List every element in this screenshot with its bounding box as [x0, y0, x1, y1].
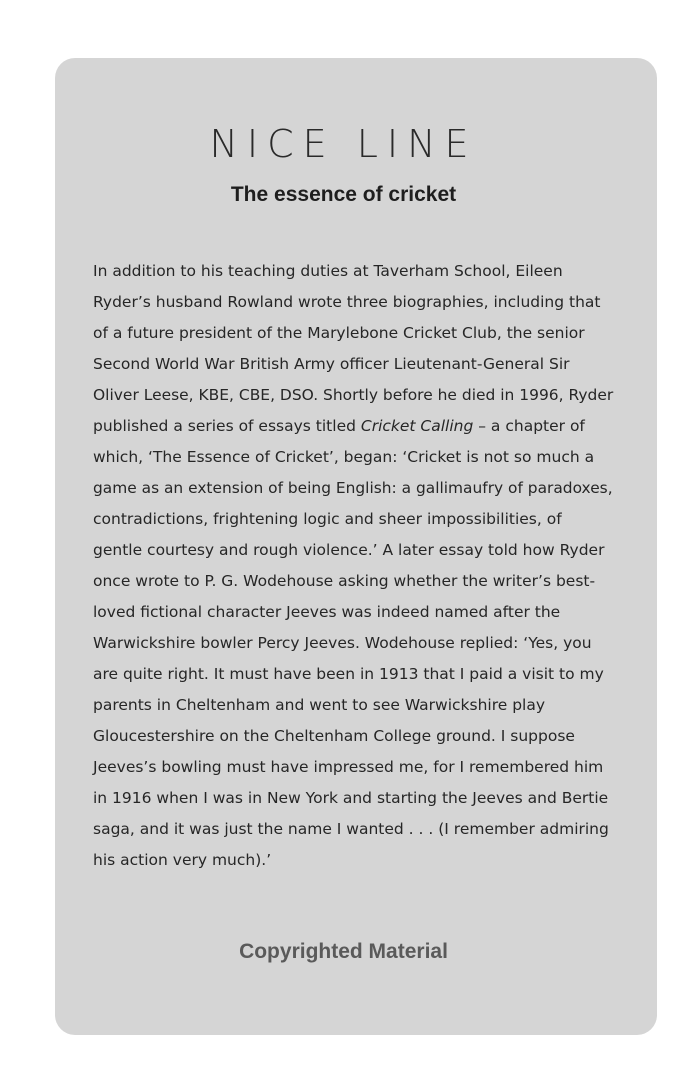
body-line: are quite right. It must have been in 1913 that I paid a visit to my: [93, 665, 604, 683]
body-line: contradictions, frightening logic and sheer impossibilities, of: [93, 510, 562, 528]
body-line: once wrote to P. G. Wodehouse asking whether the writer’s best-: [93, 572, 596, 590]
body-line-end: – a chapter of: [473, 417, 585, 435]
body-line: In addition to his teaching duties at Taverham School, Eileen: [93, 262, 563, 280]
body-line: parents in Cheltenham and went to see Warwickshire play: [93, 696, 546, 714]
body-line: his action very much).’: [93, 851, 272, 869]
book-title: Cricket Calling: [360, 417, 474, 435]
body-line: game as an extension of being English: a gallimaufry of paradoxes,: [93, 479, 613, 497]
body-line: Jeeves’s bowling must have impressed me, for I remembered him: [93, 758, 604, 776]
body-line: in 1916 when I was in New York and starting the Jeeves and Bertie: [93, 789, 609, 807]
body-line: Gloucestershire on the Cheltenham College ground. I suppose: [93, 727, 575, 745]
copyright-notice: Copyrighted Material: [239, 940, 448, 963]
body-line: gentle courtesy and rough violence.’ A later essay told how Ryder: [93, 541, 605, 559]
page-title: NICE LINE: [209, 122, 478, 166]
page-subtitle: The essence of cricket: [230, 183, 457, 206]
body-paragraph: [93, 256, 613, 876]
body-line: saga, and it was just the name I wanted . . . (I remember admiring: [93, 820, 609, 838]
body-line: loved fictional character Jeeves was indeed named after the: [93, 603, 561, 621]
body-line: Oliver Leese, KBE, CBE, DSO. Shortly before he died in 1996, Ryder: [93, 386, 614, 404]
body-line: which, ‘The Essence of Cricket’, began: ‘Cricket is not so much a: [93, 448, 595, 466]
body-line: Warwickshire bowler Percy Jeeves. Wodehouse replied: ‘Yes, you: [93, 634, 592, 652]
body-line: of a future president of the Marylebone Cricket Club, the senior: [93, 324, 585, 342]
body-line: Second World War British Army officer Lieutenant-General Sir: [93, 355, 570, 373]
body-line: Ryder’s husband Rowland wrote three biographies, including that: [93, 293, 601, 311]
body-line-start: published a series of essays titled: [93, 417, 361, 435]
body-line: [93, 411, 613, 442]
